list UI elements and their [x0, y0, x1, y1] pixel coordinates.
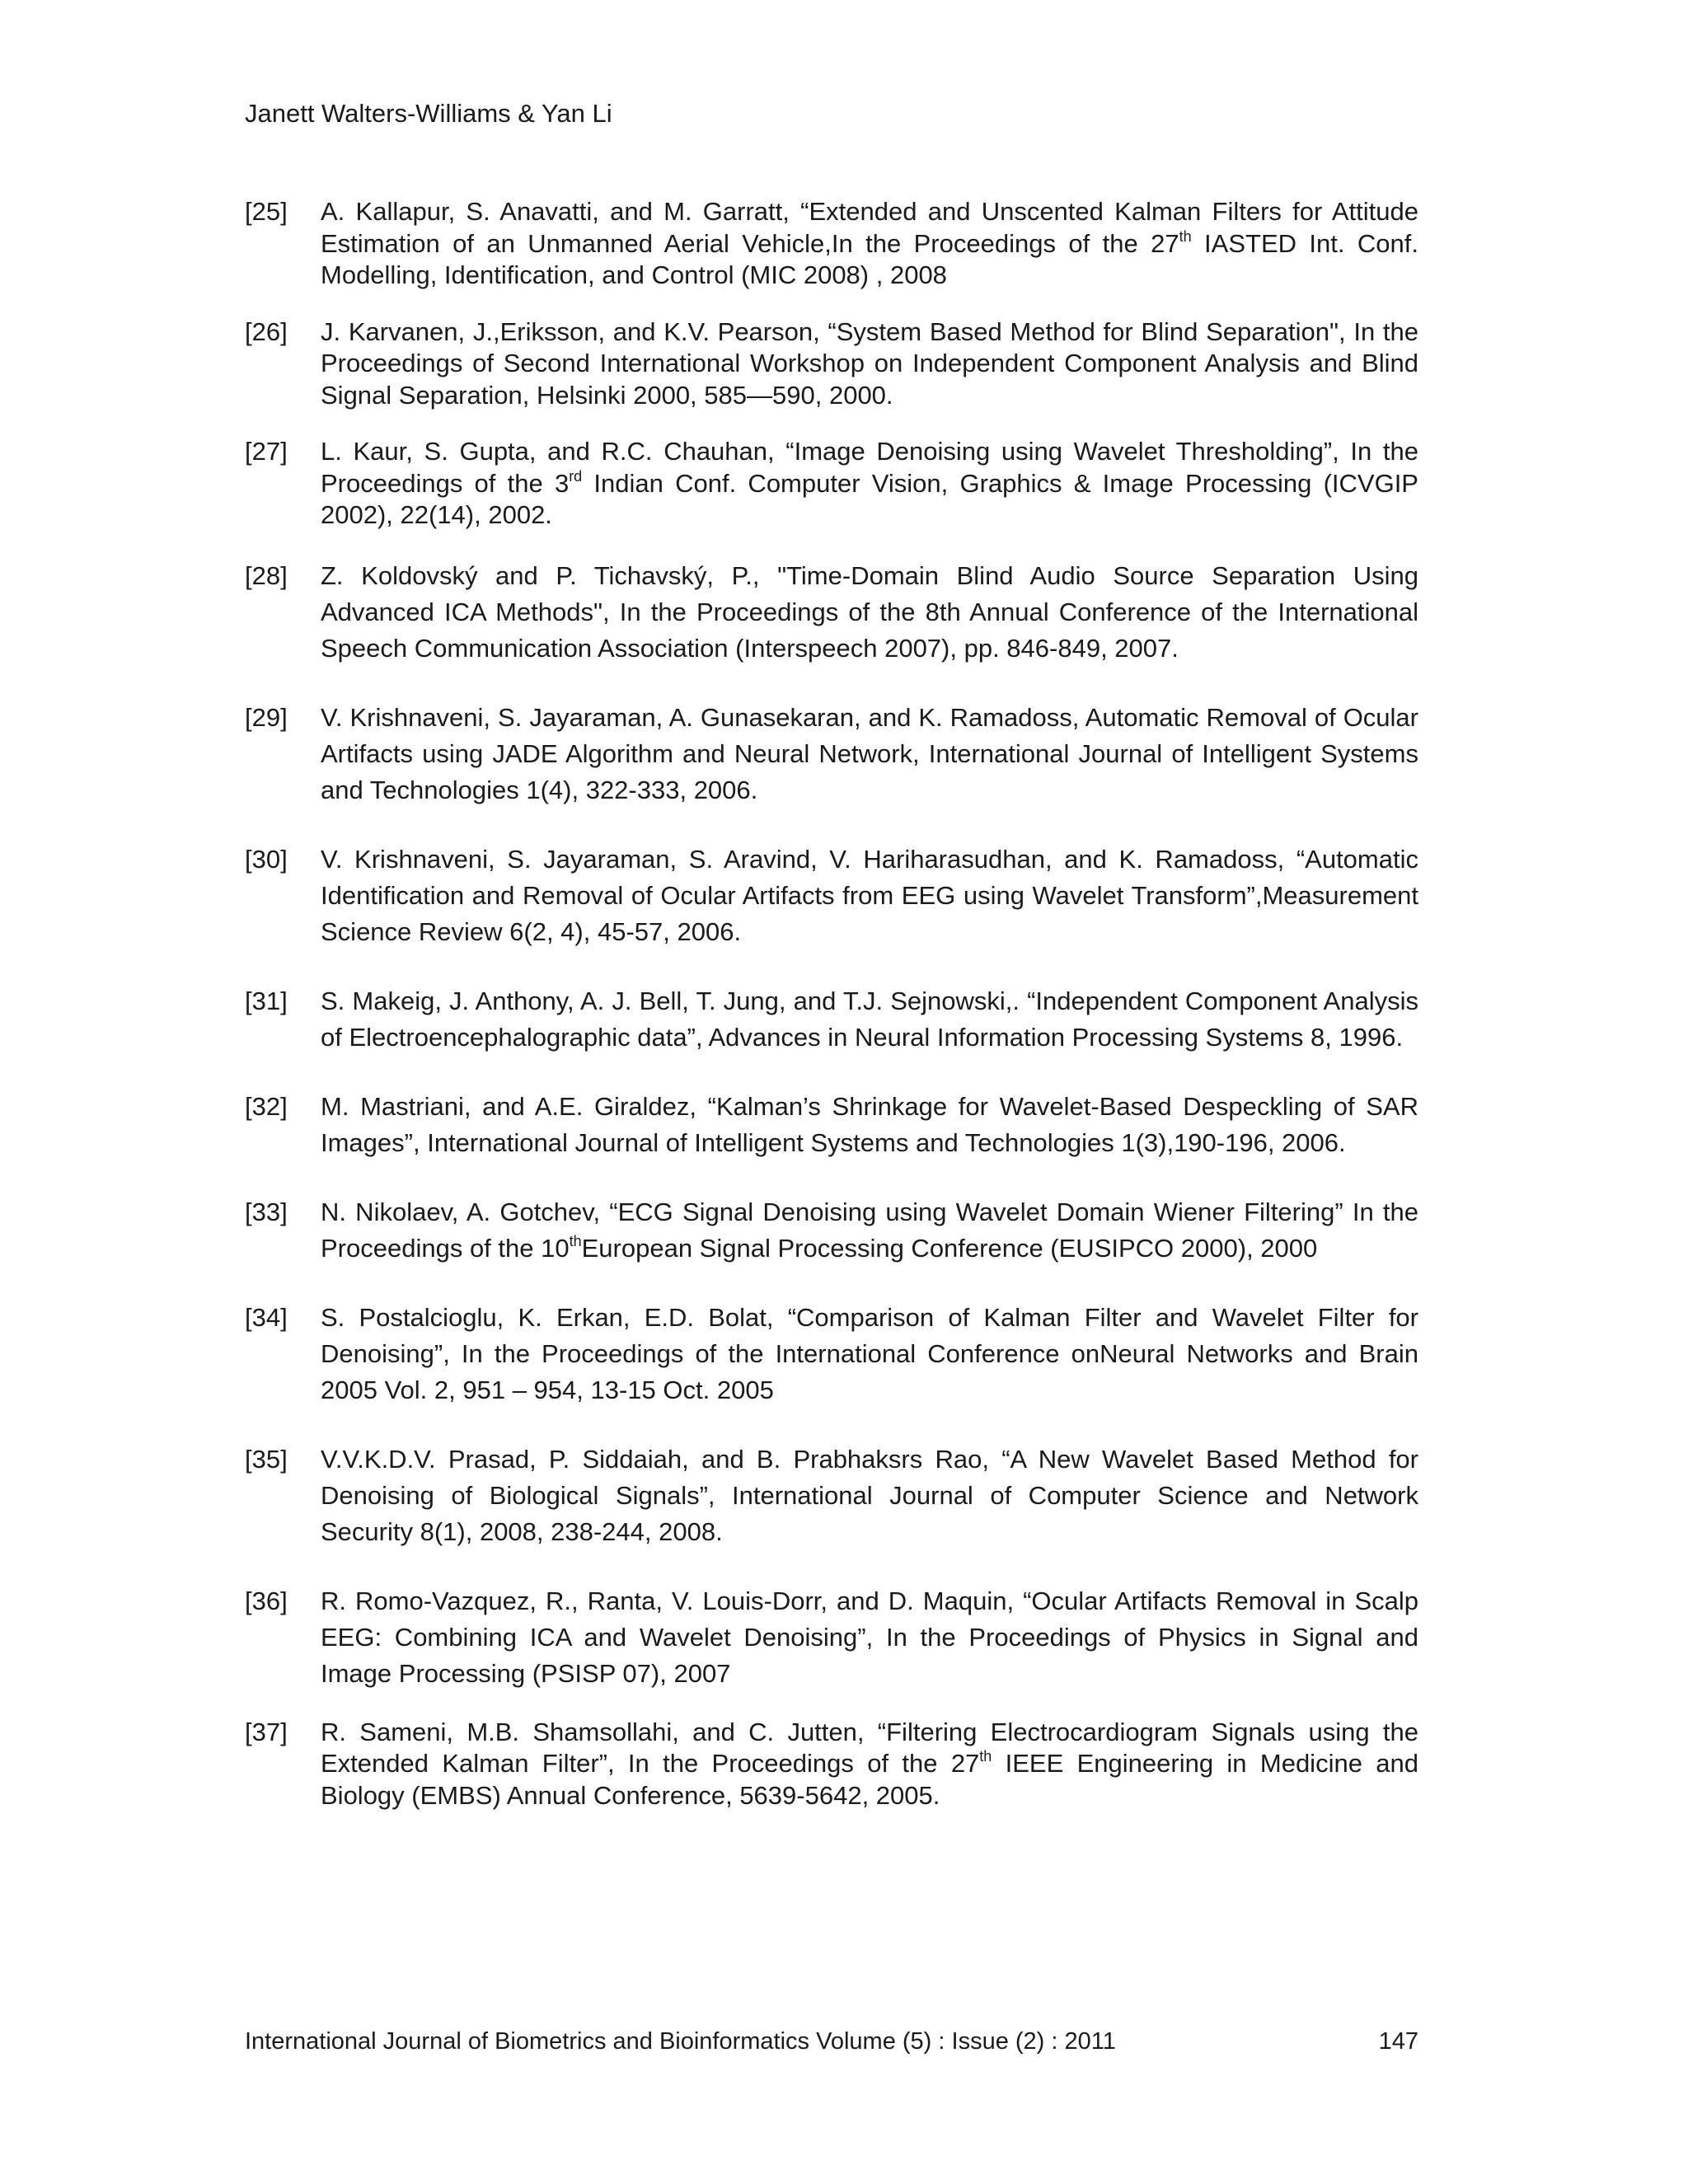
reference-text: R. Sameni, M.B. Shamsollahi, and C. Jutten, “Filtering Electrocardiogram Signals using the Extended Kalman Filter”, In the Proceedings of the 27th IEEE Engineering in Medicine and Biology (EMBS) Annual Conference, 5639-5642, 2005. [321, 1717, 1418, 1810]
reference-27 [245, 436, 1418, 532]
reference-26 [245, 316, 1418, 412]
reference-number: [34] [245, 1302, 288, 1332]
reference-number: [30] [245, 844, 288, 874]
reference-text: S. Makeig, J. Anthony, A. J. Bell, T. Jung, and T.J. Sejnowski,. “Independent Component Analysis of Electroencephalographic data”, Advances in Neural Information Processing Systems 8, 1996. [321, 986, 1418, 1052]
reference-text: V. Krishnaveni, S. Jayaraman, A. Gunasekaran, and K. Ramadoss, Automatic Removal of Ocular Artifacts using JADE Algorithm and Neural Network, International Journal of Intelligent Systems and Technologies 1(4), 322-333, 2006. [321, 702, 1418, 804]
reference-text: V. Krishnaveni, S. Jayaraman, S. Aravind, V. Hariharasudhan, and K. Ramadoss, “Automatic Identification and Removal of Ocular Artifacts from EEG using Wavelet Transform”,Measurement Science Review 6(2, 4), 45-57, 2006. [321, 844, 1418, 946]
reference-25 [245, 196, 1418, 292]
running-head-authors: Janett Walters-Williams & Yan Li [245, 99, 612, 128]
reference-35 [245, 1441, 1418, 1550]
reference-text: J. Karvanen, J.,Eriksson, and K.V. Pearson, “System Based Method for Blind Separation", In the Proceedings of Second International Workshop on Independent Component Analysis and Blind Signal Separation, Helsinki 2000, 585—590, 2000. [321, 316, 1418, 410]
reference-text: M. Mastriani, and A.E. Giraldez, “Kalman’s Shrinkage for Wavelet-Based Despeckling of SAR Images”, International Journal of Intelligent Systems and Technologies 1(3),190-196, 2006. [321, 1091, 1418, 1157]
reference-31 [245, 983, 1418, 1056]
reference-28 [245, 558, 1418, 667]
reference-36 [245, 1583, 1418, 1692]
reference-number: [37] [245, 1717, 288, 1746]
reference-29 [245, 700, 1418, 808]
reference-number: [28] [245, 560, 288, 590]
reference-text: Z. Koldovský and P. Tichavský, P., "Time-Domain Blind Audio Source Separation Using Advanced ICA Methods", In the Proceedings of the 8th Annual Conference of the International Speech Communication Association (Interspeech 2007), pp. 846-849, 2007. [321, 560, 1418, 663]
footer-journal: International Journal of Biometrics and Bioinformatics Volume (5) : Issue (2) : 2011 [245, 2028, 1116, 2055]
reference-number: [29] [245, 702, 288, 732]
reference-number: [27] [245, 437, 288, 466]
reference-text: R. Romo-Vazquez, R., Ranta, V. Louis-Dorr, and D. Maquin, “Ocular Artifacts Removal in Scalp EEG: Combining ICA and Wavelet Denoising”, In the Proceedings of Physics in Signal and Image Processing (PSISP 07), 2007 [321, 1586, 1418, 1688]
page-number: 147 [1378, 2028, 1418, 2055]
reference-list [245, 196, 1418, 1811]
reference-text: V.V.K.D.V. Prasad, P. Siddaiah, and B. Prabhaksrs Rao, “A New Wavelet Based Method for Denoising of Biological Signals”, International Journal of Computer Science and Network Security 8(1), 2008, 238-244, 2008. [321, 1444, 1418, 1546]
page-footer [245, 2026, 1418, 2057]
reference-number: [32] [245, 1091, 288, 1121]
reference-37 [245, 1717, 1418, 1812]
reference-text: N. Nikolaev, A. Gotchev, “ECG Signal Denoising using Wavelet Domain Wiener Filtering” In the Proceedings of the 10thEuropean Signal Processing Conference (EUSIPCO 2000), 2000 [321, 1197, 1418, 1263]
reference-number: [35] [245, 1444, 288, 1474]
reference-number: [25] [245, 197, 288, 226]
reference-32 [245, 1089, 1418, 1161]
reference-33 [245, 1194, 1418, 1267]
reference-number: [36] [245, 1586, 288, 1615]
reference-text: S. Postalcioglu, K. Erkan, E.D. Bolat, “Comparison of Kalman Filter and Wavelet Filter for Denoising”, In the Proceedings of the International Conference onNeural Networks and Brain 2005 Vol. 2, 951 – 954, 13-15 Oct. 2005 [321, 1302, 1418, 1404]
reference-text: A. Kallapur, S. Anavatti, and M. Garratt, “Extended and Unscented Kalman Filters for Attitude Estimation of an Unmanned Aerial Vehicle,In the Proceedings of the 27th IASTED Int. Conf. Modelling, Identification, and Control (MIC 2008) , 2008 [321, 197, 1419, 289]
reference-34 [245, 1300, 1418, 1408]
reference-number: [26] [245, 316, 288, 346]
reference-number: [33] [245, 1197, 288, 1226]
reference-text: L. Kaur, S. Gupta, and R.C. Chauhan, “Image Denoising using Wavelet Thresholding”, In the Proceedings of the 3rd Indian Conf. Computer Vision, Graphics & Image Processing (ICVGIP 2002), 22(14), 2002. [321, 437, 1418, 529]
reference-number: [31] [245, 986, 288, 1015]
reference-30 [245, 841, 1418, 950]
